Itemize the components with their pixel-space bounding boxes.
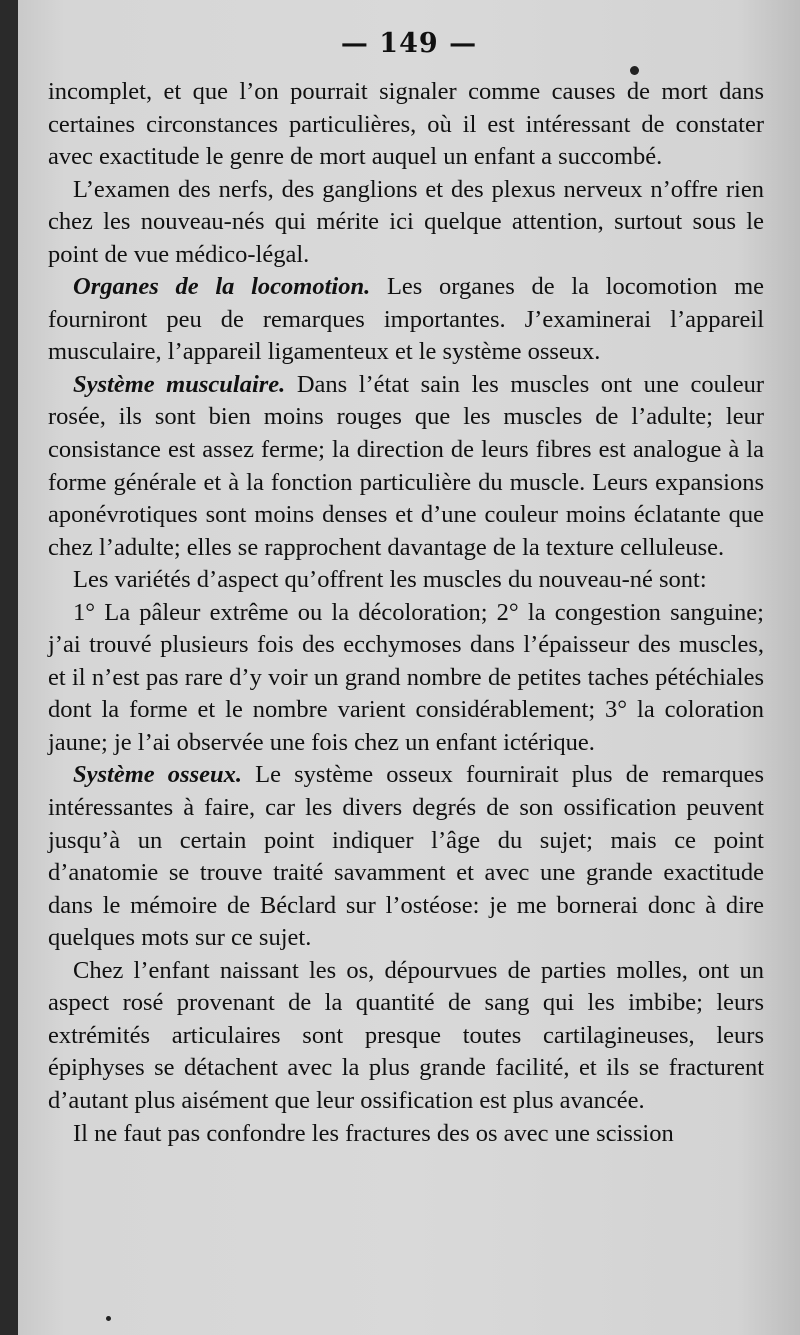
- paragraph-text: Les variétés d’aspect qu’offrent les muscles du nouveau-né sont:: [73, 566, 707, 594]
- body-text: [48, 76, 764, 1150]
- paragraph: [48, 174, 764, 272]
- paragraph-text: Il ne faut pas confondre les fractures des os avec une scission: [73, 1119, 674, 1147]
- paragraph-text: incomplet, et que l’on pourrait signaler comme causes de mort dans certaines circonstances particulières, où il est intéressant de constater avec exactitude le genre de mort auquel un enfant a succombé.: [48, 78, 764, 171]
- paragraph-heading: Organes de la locomotion.: [73, 273, 371, 301]
- book-page: [18, 0, 800, 1335]
- paragraph-heading: Système musculaire.: [73, 370, 286, 398]
- paragraph-text: 1° La pâleur extrême ou la décoloration; 2° la congestion sanguine; j’ai trouvé plusieurs fois des ecchymoses dans l’épaisseur des muscles, et il n’est pas rare d’y voir un grand nombre de petites taches pétéchiales dont la forme et le nombre varient considérablement; 3° la coloration jaune; je l’ai observée une fois chez un enfant ictérique.: [48, 598, 764, 756]
- page-number: — 149 —: [340, 28, 478, 59]
- ink-speck: [106, 1316, 111, 1321]
- paragraph-text: Les organes de la locomotion me fourniront peu de remarques importantes. J’examinerai l’appareil musculaire, l’appareil ligamenteux et le système osseux.: [48, 273, 765, 366]
- paragraph: [48, 759, 764, 954]
- paragraph-text: Dans l’état sain les muscles ont une couleur rosée, ils sont bien moins rouges que les muscles de l’adulte; leur consistance est assez ferme; la direction de leurs fibres est analogue à la forme générale et à la fonction particulière du muscle. Leurs expansions aponévrotiques sont moins denses et d’une couleur moins éclatante que chez l’adulte; elles se rapprochent davantage de la texture celluleuse.: [48, 370, 764, 561]
- paragraph-text: Le système osseux fournirait plus de remarques intéressantes à faire, car les divers degrés de son ossification peuvent jusqu’à un certain point indiquer l’âge du sujet; mais ce point d’anatomie se trouve traité savamment et avec une grande exactitude dans le mémoire de Béclard sur l’ostéose: je me bornerai donc à dire quelques mots sur ce sujet.: [48, 761, 765, 952]
- paragraph: [48, 597, 764, 760]
- paragraph: [48, 76, 764, 174]
- paragraph: [48, 369, 764, 564]
- paragraph: [48, 271, 764, 369]
- paragraph: [48, 1118, 764, 1151]
- paragraph: [48, 955, 764, 1118]
- paragraph: [48, 564, 764, 597]
- paragraph-text: L’examen des nerfs, des ganglions et des plexus nerveux n’offre rien chez les nouveau-nés qui mérite ici quelque attention, surtout sous le point de vue médico-légal.: [48, 175, 764, 268]
- paragraph-heading: Système osseux.: [73, 761, 242, 789]
- ink-speck: [630, 66, 639, 75]
- paragraph-text: Chez l’enfant naissant les os, dépourvues de parties molles, ont un aspect rosé provenant de la quantité de sang qui les imbibe; leurs extrémités articulaires sont presque toutes cartilagineuses, leurs épiphyses se détachent avec la plus grande facilité, et ils se fracturent d’autant plus aisément que leur ossification est plus avancée.: [48, 956, 764, 1114]
